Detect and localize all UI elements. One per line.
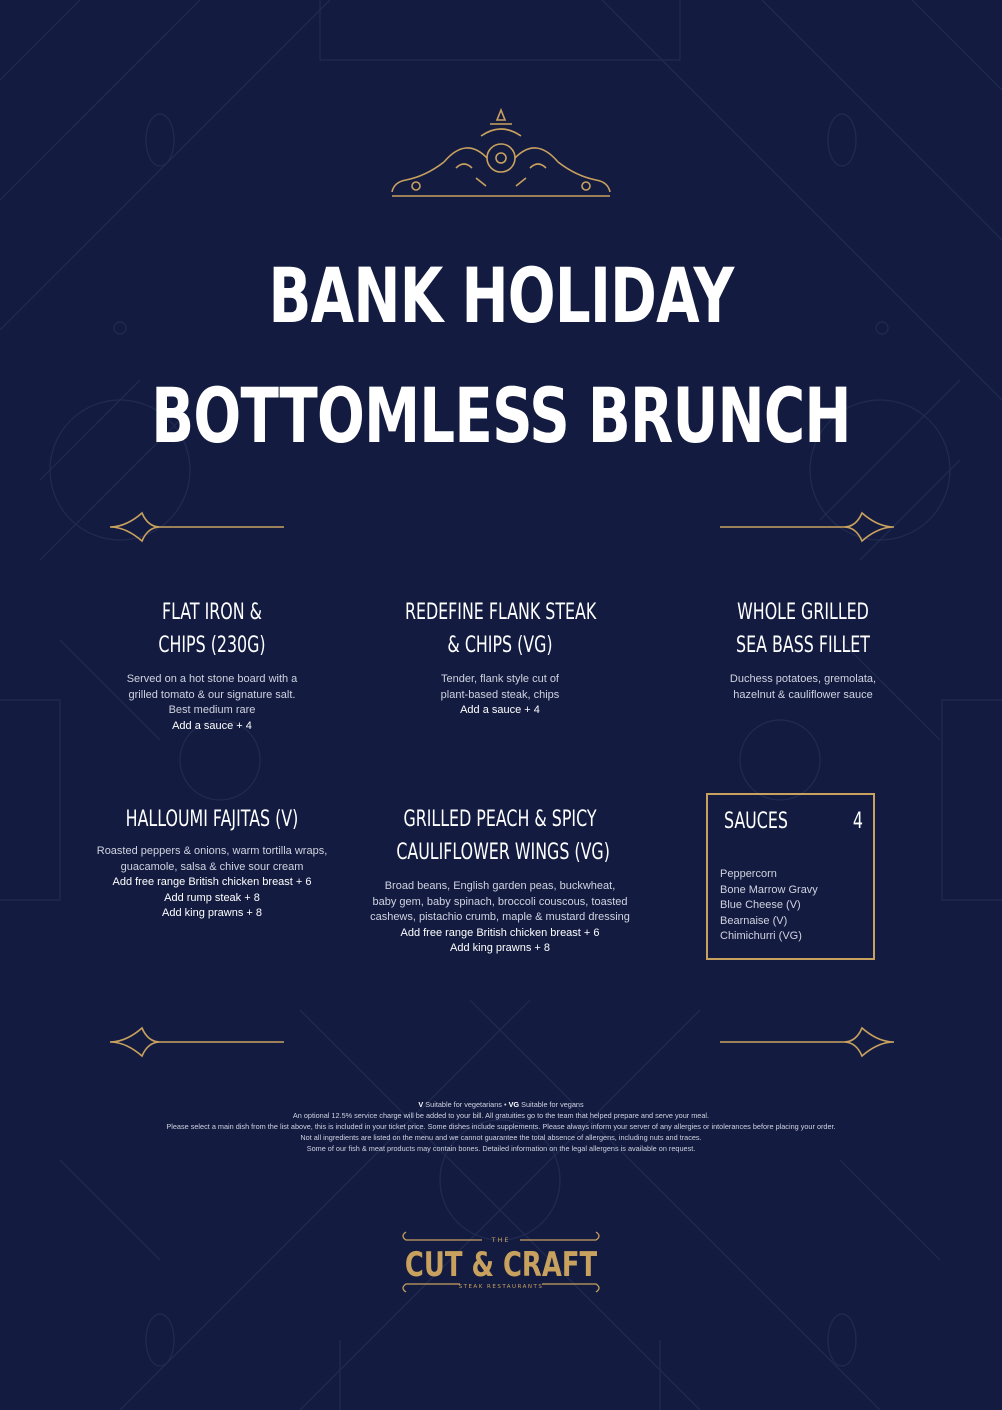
menu-item [82,596,342,734]
footnote-line: An optional 12.5% service charge will be added to your bill. All gratuities go to the team that helped prepare and serve your meal. [292,1111,710,1120]
item-description: Broad beans, English garden peas, buckwheat, baby gem, baby spinach, broccoli couscous, toasted cashews, pistachio crumb, maple & mustard dressing Add free range British chicken breast + 6 Add king prawns + 8 [356,879,644,957]
item-extra: Add a sauce + 4 [172,719,252,732]
sauce-item: Bone Marrow Gravy [720,883,818,896]
item-extra: Add free range British chicken breast + 6 [400,926,600,939]
item-description: Duchess potatoes, gremolata, hazelnut & cauliflower sauce [729,673,877,701]
menu-item [672,596,934,703]
title-line-2: BOTTOMLESS BRUNCH [151,371,851,460]
sauce-item: Peppercorn [720,868,777,880]
divider-ornament-icon [714,509,896,545]
cut-and-craft-logo [398,1226,604,1300]
item-name: CAULIFLOWER WINGS (VG) [396,840,610,865]
logo-the: THE [491,1236,511,1244]
item-name: CHIPS (230G) [158,633,266,658]
sauces-box [706,793,875,960]
item-name: HALLOUMI FAJITAS (V) [125,807,299,832]
footnote-line: Please select a main dish from the list above, this is included in your ticket price. Some dishes include supplements. Please always inform your server of any allergies or intolerances before placing your order. [166,1122,836,1131]
item-description: Roasted peppers & onions, warm tortilla wraps, guacamole, salsa & chive sour cream Add free range British chicken breast + 6 Add rump steak + 8 Add king prawns + 8 [82,844,342,922]
menu-item [356,803,644,957]
menu-item [82,803,342,922]
title-line-1: BANK HOLIDAY [268,251,734,340]
sauce-item: Blue Cheese (V) [720,899,801,911]
divider-ornament-icon [108,1024,290,1060]
footnotes [0,1099,1002,1154]
menu-item [368,596,632,719]
logo-name: CUT & CRAFT [404,1245,598,1286]
sauce-item: Bearnaise (V) [720,914,788,927]
item-name: WHOLE GRILLED [737,600,869,625]
dietary-legend: V Suitable for vegetarians • VG Suitable for vegans [418,1100,584,1109]
item-name: REDEFINE FLANK STEAK [404,600,597,625]
item-name: SEA BASS FILLET [736,633,870,658]
footnote-line: Not all ingredients are listed on the menu and we cannot guarantee the total absence of allergens, including nuts and traces. [300,1133,702,1142]
item-extra: Add free range British chicken breast + 6 [112,876,312,888]
item-name: GRILLED PEACH & SPICY [403,807,597,832]
sauces-price: 4 [852,809,863,834]
divider-ornament-icon [714,1024,896,1060]
divider-ornament-icon [108,509,290,545]
item-description: Tender, flank style cut of plant-based steak, chips Add a sauce + 4 [368,672,632,719]
crest-ornament-icon [386,106,616,202]
footnote-line: Some of our fish & meat products may contain bones. Detailed information on the legal allergens is available on request. [306,1144,696,1153]
sauces-title: SAUCES [724,809,788,834]
item-extra: Add king prawns + 8 [450,942,550,954]
item-name: FLAT IRON & [161,600,262,625]
item-extra: Add king prawns + 8 [162,907,262,919]
sauce-item: Chimichurri (VG) [720,930,802,942]
item-extra: Add rump steak + 8 [164,891,260,904]
item-extra: Add a sauce + 4 [460,704,540,716]
logo-sub: STEAK RESTAURANTS [458,1284,544,1290]
item-description: Served on a hot stone board with a grilled tomato & our signature salt. Best medium rare Add a sauce + 4 [82,672,342,734]
sauces-list [720,867,818,945]
item-name: & CHIPS (VG) [447,633,553,658]
